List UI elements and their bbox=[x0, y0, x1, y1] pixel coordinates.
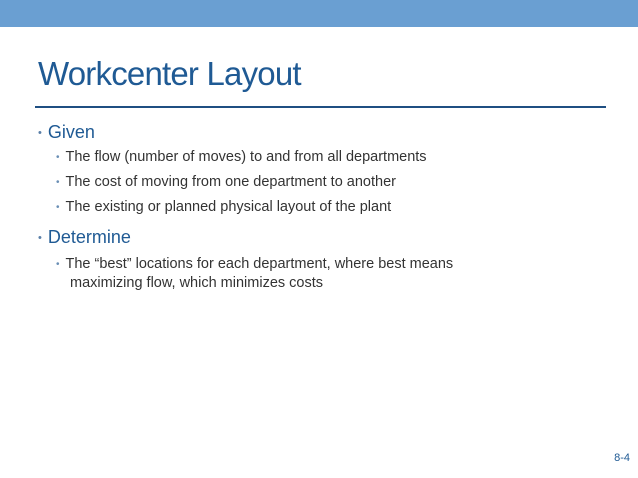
slide-number: 8-4 bbox=[614, 452, 630, 464]
sub-bullet-cost: • The cost of moving from one department to another bbox=[56, 174, 396, 190]
bullet-marker: • bbox=[56, 152, 60, 163]
title-divider bbox=[35, 106, 606, 108]
sub-bullet-flow: • The flow (number of moves) to and from all departments bbox=[56, 149, 427, 165]
bullet-given: • Given bbox=[38, 122, 95, 142]
slide-title: Workcenter Layout bbox=[38, 55, 301, 92]
bullet-marker: • bbox=[56, 177, 60, 188]
sub-bullet-continuation: maximizing flow, which minimizes costs bbox=[70, 275, 324, 291]
header-band bbox=[0, 0, 638, 27]
sub-bullet-layout: • The existing or planned physical layout of the plant bbox=[56, 199, 392, 215]
bullet-marker: • bbox=[38, 127, 42, 139]
bullet-marker: • bbox=[56, 202, 60, 213]
bullet-marker: • bbox=[38, 232, 42, 244]
bullet-determine: • Determine bbox=[38, 227, 131, 247]
bullet-marker: • bbox=[56, 259, 60, 270]
sub-bullet-best-locations: • The “best” locations for each department, where best means maximizing flow, which minimizes costs bbox=[56, 256, 454, 291]
